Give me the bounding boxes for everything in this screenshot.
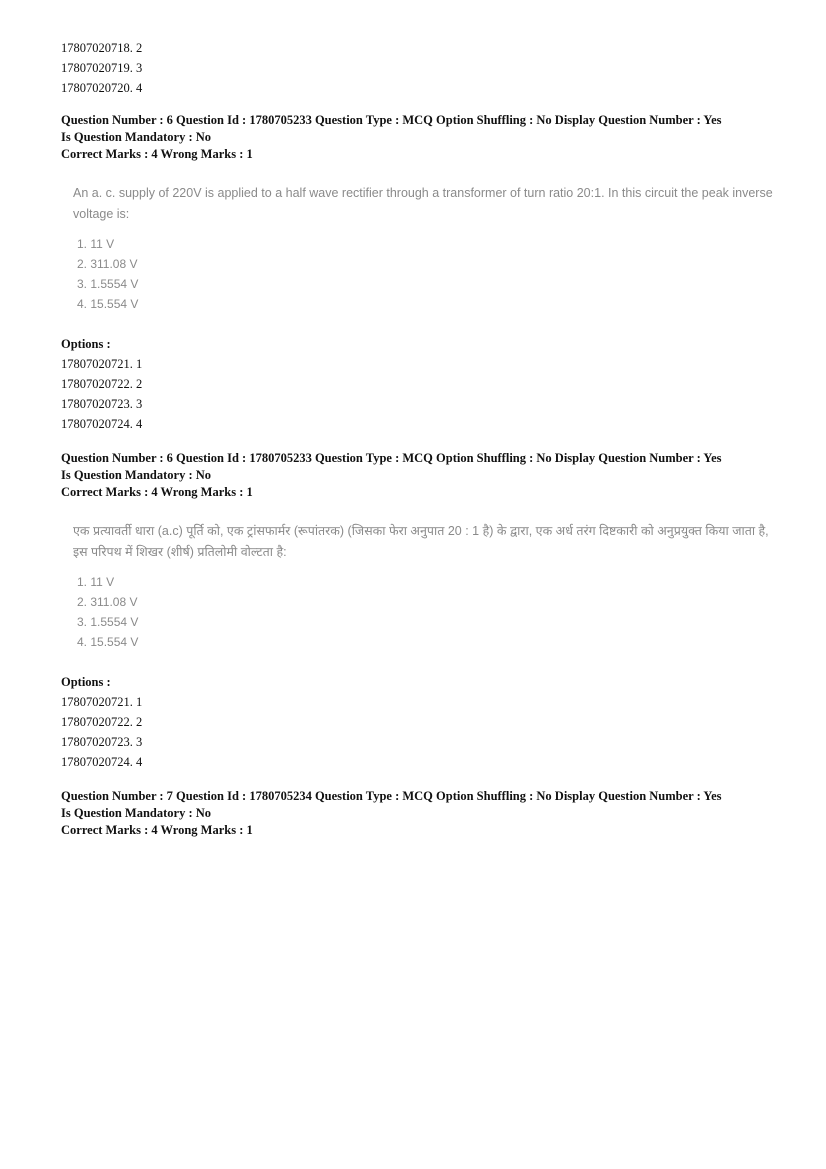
options-label: Options : [61, 337, 111, 351]
option-id-line: 17807020720. 4 [61, 81, 143, 95]
option-id-line: 17807020722. 2 [61, 377, 143, 391]
answer-choices [73, 234, 781, 314]
answer-choice: 2. 311.08 V [77, 595, 138, 609]
option-id-line: 17807020724. 4 [61, 417, 143, 431]
answer-choice: 1. 11 V [77, 237, 115, 251]
question-image [61, 183, 781, 314]
question-block [61, 788, 781, 839]
option-id-line: 17807020721. 1 [61, 695, 143, 709]
answer-choice: 4. 15.554 V [77, 297, 139, 311]
answer-choice: 1. 11 V [77, 575, 115, 589]
option-id-line: 17807020719. 3 [61, 61, 143, 75]
answer-choices [73, 572, 781, 652]
option-id-line: 17807020718. 2 [61, 41, 143, 55]
option-id-line: 17807020722. 2 [61, 715, 143, 729]
question-meta-line: Question Number : 6 Question Id : 1780705233 Question Type : MCQ Option Shuffling : No Display Question Number : Yes [61, 451, 722, 465]
options-label: Options : [61, 675, 111, 689]
question-marks-line: Correct Marks : 4 Wrong Marks : 1 [61, 147, 253, 161]
answer-choice: 3. 1.5554 V [77, 277, 139, 291]
option-id-line: 17807020721. 1 [61, 357, 143, 371]
previous-options-list [61, 38, 781, 98]
question-block [61, 112, 781, 434]
answer-choice: 2. 311.08 V [77, 257, 138, 271]
question-mandatory-line: Is Question Mandatory : No [61, 130, 212, 144]
question-text: एक प्रत्यावर्ती धारा (a.c) पूर्ति को, एक ट्रांसफार्मर (रूपांतरक) (जिसका फेरा अनुपात 20 : 1 है) के द्वारा, एक अर्ध तरंग दिष्टकारी को अनुप्रयुक्त किया जाता है, इस परिपथ में शिखर (शीर्ष) प्रतिलोमी वोल्टता है: [73, 524, 769, 559]
answer-choice: 4. 15.554 V [77, 635, 139, 649]
question-marks-line: Correct Marks : 4 Wrong Marks : 1 [61, 823, 253, 837]
option-id-line: 17807020724. 4 [61, 755, 143, 769]
question-meta-line: Question Number : 7 Question Id : 1780705234 Question Type : MCQ Option Shuffling : No Display Question Number : Yes [61, 789, 722, 803]
question-meta-line: Question Number : 6 Question Id : 1780705233 Question Type : MCQ Option Shuffling : No Display Question Number : Yes [61, 113, 722, 127]
document-page [61, 38, 781, 839]
answer-choice: 3. 1.5554 V [77, 615, 139, 629]
option-id-line: 17807020723. 3 [61, 397, 143, 411]
option-id-line: 17807020723. 3 [61, 735, 143, 749]
question-text: An a. c. supply of 220V is applied to a half wave rectifier through a transformer of turn ratio 20:1. In this circuit the peak inverse voltage is: [73, 186, 773, 221]
question-mandatory-line: Is Question Mandatory : No [61, 806, 212, 820]
question-image [61, 521, 781, 652]
question-mandatory-line: Is Question Mandatory : No [61, 468, 212, 482]
question-marks-line: Correct Marks : 4 Wrong Marks : 1 [61, 485, 253, 499]
question-block [61, 450, 781, 772]
